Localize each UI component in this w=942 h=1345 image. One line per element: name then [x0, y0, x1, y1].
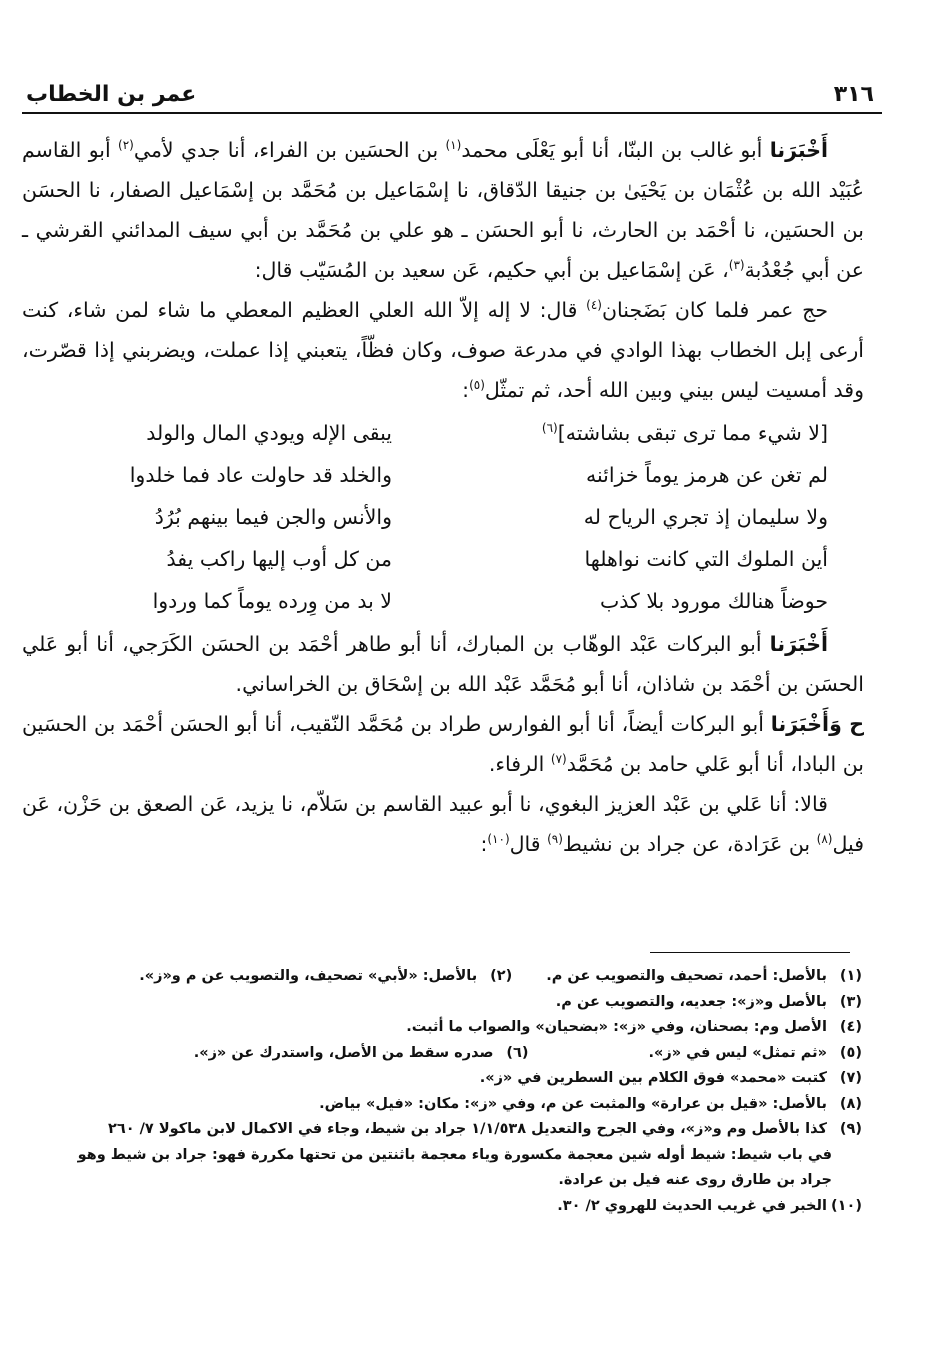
footnote-6: [194, 1041, 529, 1067]
text-run: أبو القاسم عُبَيْد الله بن عُثْمَان بن يَحْيَىٰ بن جنيقا الدّقاق، نا إسْمَاعيل بن مُحَمَّد بن إسْمَاعيل الصفار، نا الحسَن بن الحسَين، نا أحْمَد بن الحارث، نا أبو الحسَن ـ هو علي بن مُحَمَّد بن أبي سيف المدائني القرشي ـ عن أبي جُعْدُبة: [22, 138, 864, 282]
text-run: قال: لا إله إلاّ الله العلي العظيم المعطي ما شاء لمن شاء، كنت أرعى إبل الخطاب بهذا الوادي في مدرعة صوف، وكان فظّاً، يتعبني إذا عملت، ويضربني إذا قصّرت، وقد أمسيت ليس بيني وبين الله أحد، ثم تمثّل: [22, 298, 864, 402]
verse-second-hemistich: والخلد قد حاولت عاد فما خلدوا: [129, 463, 392, 487]
footnote-9-continued: [40, 1168, 862, 1194]
footnote-1: [546, 964, 862, 990]
footnote-text: الخبر في غريب الحديث للهروي ٢/ ٣٠.: [557, 1197, 827, 1214]
poem: [22, 412, 864, 622]
paragraph-isnad-3: [22, 704, 864, 784]
footnote-text: جراد بن طارق روى عنه فيل بن عرادة.: [558, 1172, 832, 1188]
footnote-7: [40, 1066, 862, 1092]
footnote-line: [40, 964, 862, 990]
paragraph-isnad-2: [22, 624, 864, 704]
verse-first-hemistich: أين الملوك التي كانت نواهلها: [584, 547, 828, 571]
footnote-9-continued: [40, 1143, 862, 1169]
footnote-number: (٥): [839, 1044, 862, 1061]
text-run: بن الحسَين بن الفراء، أنا جدي لأمي: [133, 138, 446, 162]
footnote-text: بالأصل: «قيل بن عرارة» والمثبت عن م، وفي «ز»: مكان: «فيل» بياض.: [319, 1095, 827, 1112]
footnote-ref: (٩): [547, 832, 563, 846]
footnote-text: في باب شيط: شيط أوله شين معجمة مكسورة وياء معجمة باثنتين من تحتها مكررة فهو: جراد بن شيط وهو: [77, 1146, 832, 1163]
poem-verse: [22, 412, 864, 454]
verse-first-hemistich: لم تغن عن هرمز يوماً خزائنه: [585, 463, 828, 487]
footnote-line: [40, 1041, 862, 1067]
footnote-text: الأصل وم: بصحنان، وفي «ز»: «بضحيان» والصواب ما أثبت.: [406, 1019, 827, 1035]
text-run: أبو البركات أيضاً، أنا أبو الفوارس طراد بن مُحَمَّد النّقيب، أنا أبو الحسَن أحْمَد بن الحسَين بن البادا، أنا أبو عَلي حامد بن مُحَمَّد: [22, 712, 864, 776]
text-run: قالا: أنا عَلي بن عَبْد العزيز البغوي، نا أبو عبيد القاسم بن سَلاّم، نا يزيد، عَن الصعق بن حَزْن، عَن فيل: [22, 792, 864, 856]
text-run: حج عمر فلما كان بَضَجنان: [601, 298, 828, 322]
verse-first-hemistich: حوضاً هنالك مورود بلا كذب: [599, 589, 828, 613]
header-rule: [22, 112, 882, 114]
lead-word: ح وَأَخْبَرَنا: [770, 712, 864, 736]
footnote-ref: (٣): [728, 258, 745, 272]
footnote-ref: (٢): [118, 138, 134, 152]
footnote-ref: (١٠): [487, 832, 510, 846]
verse-second-hemistich: من كل أوب إليها راكب يفدُ: [166, 547, 392, 571]
footnote-text: بالأصل: «لأبي» تصحيف، والتصويب عن م و«ز».: [139, 968, 478, 984]
text-run: :: [480, 832, 488, 856]
footnote-number: (٨): [839, 1095, 862, 1112]
poem-verse: [22, 454, 864, 496]
footnote-ref: (١): [445, 138, 462, 152]
poem-verse: [22, 538, 864, 580]
footnote-text: بالأصل: أحمد، تصحيف والتصويب عن م.: [546, 968, 827, 984]
footnote-number: (٤): [839, 1019, 862, 1035]
footnote-number: (٩): [839, 1121, 862, 1137]
footnote-text: صدره سقط من الأصل، واستدرك عن «ز».: [193, 1044, 494, 1061]
footnote-9: [40, 1117, 862, 1143]
hemistich-text: [لا شيء مما ترى تبقى بشاشته]: [557, 421, 828, 445]
footnote-text: بالأصل و«ز»: جعديه، والتصويب عن م.: [555, 993, 827, 1010]
footnote-number: (١٠): [831, 1197, 862, 1214]
footnote-number: (٦): [506, 1044, 529, 1061]
footnote-text: كذا بالأصل وم و«ز»، وفي الجرح والتعديل ١/١/٥٣٨ جراد بن شيط، وجاء في الاكمال لابن ماكولا ٧/ ٢٦٠: [108, 1121, 827, 1137]
text-run: ، عَن إسْمَاعيل بن أبي حكيم، عَن سعيد بن المُسَيّب قال:: [254, 258, 729, 282]
text-run: الرفاء.: [488, 752, 551, 776]
paragraph-matn: [22, 290, 864, 410]
text-run: أبو البركات عَبْد الوهّاب بن المبارك، أنا أبو طاهر أحْمَد بن الحسَن الكَرَجي، أنا أبو عَلي الحسَن بن أحْمَد بن شاذان، أنا أبو مُحَمَّد عَبْد الله بن إسْحَاق بن الخراساني.: [22, 632, 864, 696]
paragraph-isnad-4: [22, 784, 864, 864]
text-run: قال: [509, 832, 548, 856]
footnote-5: [649, 1041, 862, 1067]
footnote-4: [40, 1015, 862, 1041]
footnote-ref: (٧): [550, 752, 567, 766]
footnote-rule: [650, 952, 850, 953]
poem-verse: [22, 496, 864, 538]
footnote-3: [40, 990, 862, 1016]
footnote-number: (٣): [839, 993, 862, 1010]
verse-first-hemistich: [478, 412, 864, 454]
running-title: عمر بن الخطاب: [26, 82, 197, 107]
verse-second-hemistich: والأنس والجن فيما بينهم بُرُدُ: [154, 505, 392, 529]
footnote-ref: (٥): [469, 378, 485, 392]
main-text: [22, 130, 864, 864]
footnote-number: (٧): [839, 1070, 862, 1086]
verse-second-hemistich: يبقى الإله ويودي المال والولد: [146, 421, 392, 445]
footnote-ref: (٦): [541, 421, 558, 435]
footnote-2: [139, 964, 512, 990]
footnote-number: (٢): [490, 968, 513, 984]
text-run: :: [462, 378, 470, 402]
page-header: [22, 78, 882, 112]
lead-word: أَخْبَرَنا: [769, 138, 829, 162]
footnote-ref: (٤): [586, 298, 602, 312]
footnotes: [40, 964, 862, 1219]
verse-second-hemistich: لا بد من وِرده يوماً كما وردوا: [152, 589, 392, 613]
lead-word: أَخْبَرَنا: [769, 632, 828, 656]
footnote-10: [40, 1194, 862, 1220]
verse-first-hemistich: ولا سليمان إذ تجري الرياح له: [583, 505, 828, 529]
footnote-number: (١): [839, 968, 862, 984]
paragraph-isnad-1: [22, 130, 864, 290]
footnote-8: [40, 1092, 862, 1118]
footnote-ref: (٨): [816, 832, 833, 846]
poem-verse: [22, 580, 864, 622]
page-number: ٣١٦: [833, 82, 874, 107]
footnote-text: «ثم تمثل» ليس في «ز».: [648, 1044, 827, 1061]
text-run: بن عَرَادة، عن جراد بن نشيط: [562, 832, 817, 856]
footnote-text: كتبت «محمد» فوق الكلام بين السطرين في «ز».: [479, 1070, 827, 1086]
text-run: أبو غالب بن البنّا، أنا أبو يَعْلَى محمد: [461, 138, 770, 162]
